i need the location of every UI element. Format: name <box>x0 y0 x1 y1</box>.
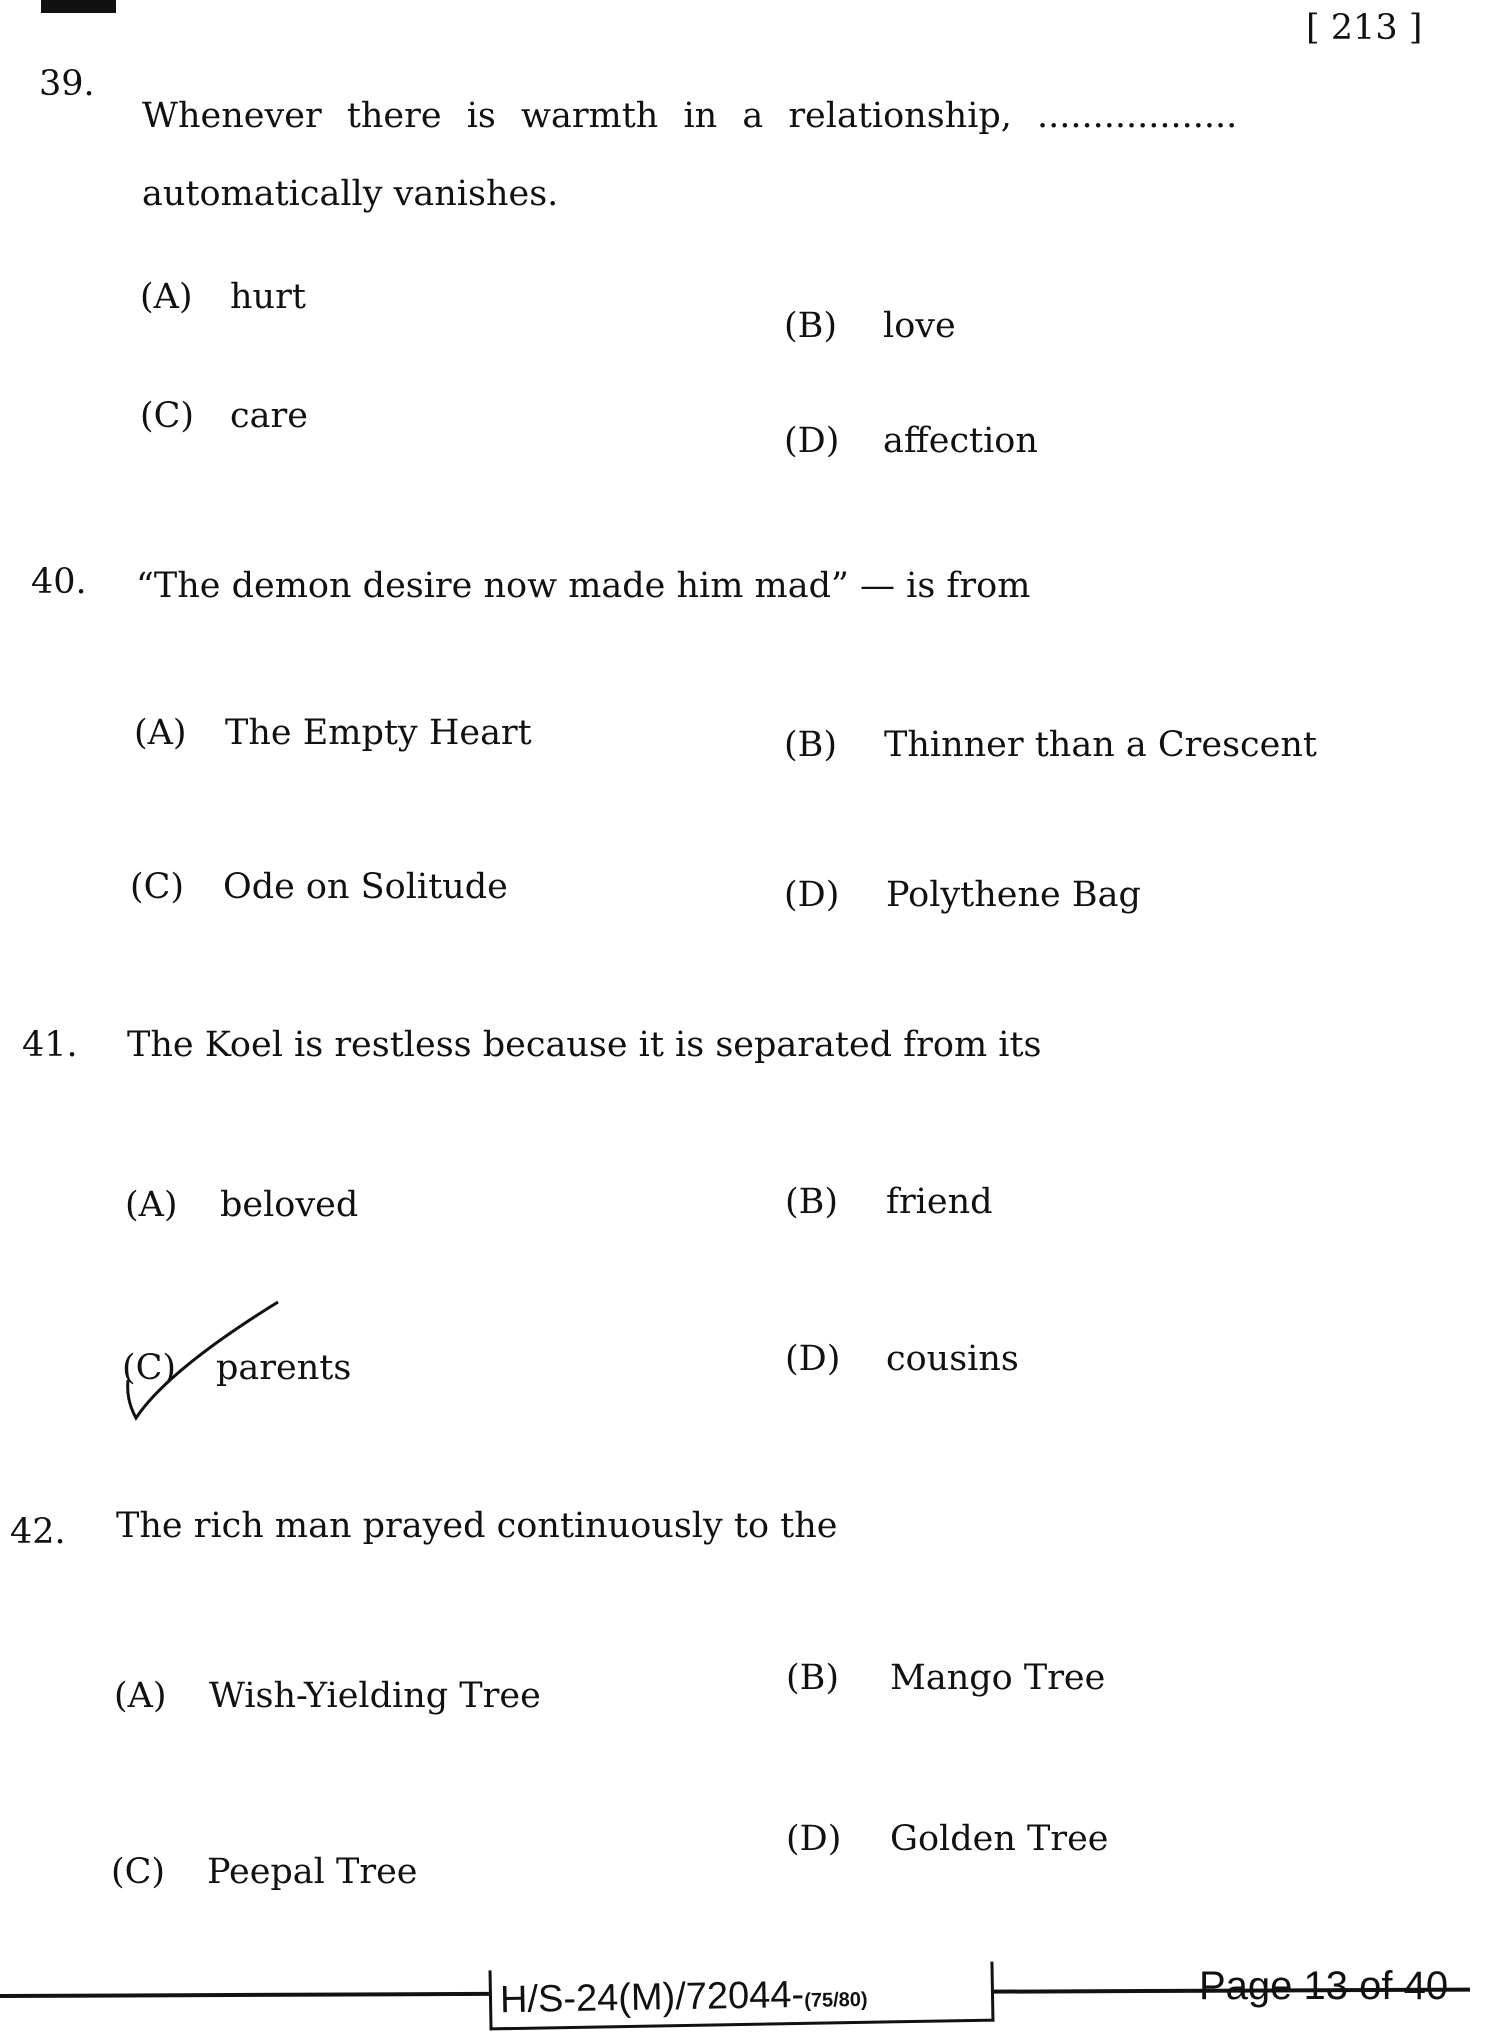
question-text: Whenever there is warmth in a relationship, .................. <box>142 96 1238 136</box>
option-label: (C) <box>140 396 195 436</box>
paper-code-main: H/S-24(M)/72044- <box>499 1973 805 2022</box>
option-text: affection <box>883 421 1038 461</box>
footer-paper-code <box>489 1962 995 2031</box>
option-label: (A) <box>125 1185 178 1225</box>
question-text-cont: automatically vanishes. <box>142 174 559 214</box>
paper-code: [ 213 ] <box>1306 8 1423 48</box>
question-text: The rich man prayed continuously to the <box>116 1506 838 1546</box>
question-text: “The demon desire now made him mad” — is from <box>136 566 1031 606</box>
option-text: beloved <box>220 1185 359 1225</box>
option-label: (B) <box>786 1658 840 1698</box>
paper-code-suffix: (75/80) <box>804 1988 868 2012</box>
option-text: parents <box>216 1348 352 1388</box>
option-text: hurt <box>230 277 306 317</box>
question-text: The Koel is restless because it is separated from its <box>127 1025 1042 1065</box>
option-text: Polythene Bag <box>886 875 1141 915</box>
option-text: Golden Tree <box>890 1819 1109 1859</box>
question-number: 42. <box>10 1512 66 1552</box>
option-text: Thinner than a Crescent <box>884 725 1317 765</box>
option-label: (A) <box>134 713 187 753</box>
option-label: (D) <box>785 1339 841 1379</box>
option-label: (D) <box>786 1819 842 1859</box>
option-text: care <box>230 396 308 436</box>
question-number: 39. <box>39 64 95 104</box>
option-label: (A) <box>140 277 193 317</box>
option-label: (C) <box>122 1348 177 1388</box>
option-text: The Empty Heart <box>225 713 532 753</box>
option-label: (C) <box>130 867 185 907</box>
option-label: (B) <box>785 1182 839 1222</box>
option-label: (B) <box>784 725 838 765</box>
option-text: Ode on Solitude <box>223 867 508 907</box>
question-number: 40. <box>31 562 87 602</box>
option-label: (B) <box>784 306 838 346</box>
page-number: Page 13 of 40 <box>1199 1964 1449 2008</box>
top-edge-mark <box>41 0 116 13</box>
option-label: (C) <box>111 1852 166 1892</box>
question-number: 41. <box>22 1025 78 1065</box>
handwritten-tick-mark <box>118 1300 288 1430</box>
option-label: (D) <box>784 875 840 915</box>
option-label: (A) <box>114 1676 167 1716</box>
option-text: love <box>883 306 956 346</box>
option-text: Mango Tree <box>890 1658 1106 1698</box>
option-text: cousins <box>886 1339 1019 1379</box>
option-text: Peepal Tree <box>207 1852 418 1892</box>
option-label: (D) <box>784 421 840 461</box>
option-text: Wish-Yielding Tree <box>209 1676 541 1716</box>
option-text: friend <box>886 1182 993 1222</box>
